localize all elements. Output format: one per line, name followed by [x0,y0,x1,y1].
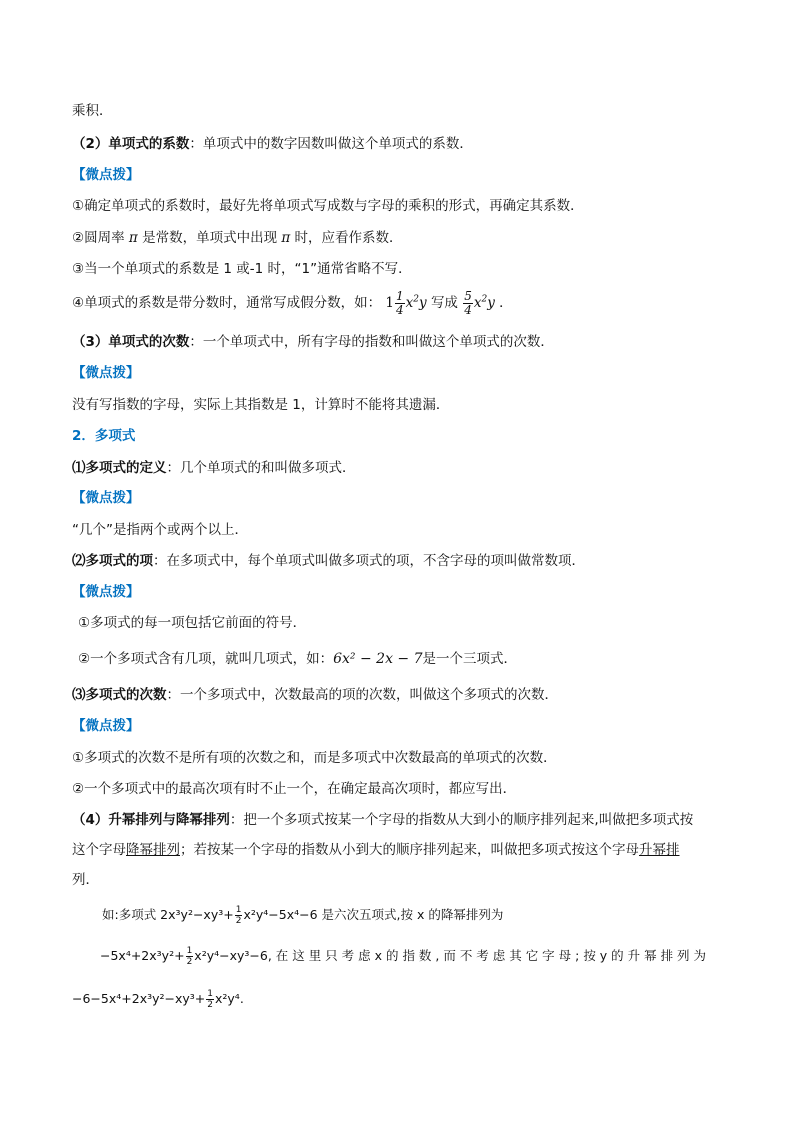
underlined-term: 降幂排列 [126,842,180,858]
example-line [72,986,244,1012]
text: ． [499,295,513,311]
text: ：几个单项式的和叫做多项式． [166,460,356,476]
tip-heading: 【微点拨】 [72,167,140,183]
numerator: 1 [396,289,404,303]
text-line [72,134,473,154]
variable: y [487,295,495,311]
example-line [102,902,503,928]
variable: y [419,295,427,311]
text: ：把一个多项式按某一个字母的指数从大到小的顺序排列起来,叫做把多项式按 [229,812,694,828]
text: 时，应看作系数． [294,230,403,246]
text: ：一个多项式中，次数最高的项的次数，叫做这个多项式的次数． [166,687,558,703]
term-label: ⑶多项式的次数 [72,687,167,703]
pi-symbol: π [128,230,138,246]
whole-part: 1 [385,295,394,311]
denominator: 4 [396,303,404,317]
text: x²y⁴−xy³−6, 在 这 里 只 考 虑 x 的 指 数 , 而 不 考 虑 其 它 字 母 ; 按 y 的 升 幂 排 列 为 [194,948,707,963]
tip-heading: 【微点拨】 [72,490,140,506]
text-line [72,748,557,768]
text-line [72,551,585,571]
text: ④单项式的系数是带分数时，通常写成假分数，如： [72,295,382,311]
section-title: 2．多项式 [72,428,136,444]
text-line [72,520,248,540]
text: 是一个三项式． [422,651,517,667]
fraction [235,905,243,926]
text: “几个”是指两个或两个以上． [72,522,248,538]
tip-heading: 【微点拨】 [72,718,140,734]
text: ②一个多项式含有几项，就叫几项式，如： [78,651,334,667]
variable: x [473,295,482,311]
term-label: ⑴多项式的定义 [72,460,167,476]
text: ①多项式的次数不是所有项的次数之和，而是多项式中次数最高的单项式的次数． [72,750,557,766]
tip-heading: 【微点拨】 [72,365,140,381]
text: ③当一个单项式的系数是 1 或-1 时，“1”通常省略不写． [72,261,412,277]
text: 是常数，单项式中出现 [142,230,278,246]
section-heading [72,426,135,446]
variable: x [405,295,414,311]
text: x²y⁴−5x⁴−6 是六次五项式,按 x 的降幂排列为 [243,907,504,922]
exponent: 2 [481,294,488,305]
text-line [72,810,693,830]
example-line [100,943,706,969]
text-line [72,196,584,216]
text: 列． [72,872,99,888]
polynomial-expression: 6x² − 2x − 7 [333,651,423,667]
underlined-term: 升幂排 [639,842,680,858]
text-line [72,685,558,705]
text: −6−5x⁴+2x³y²−xy³+ [72,991,206,1006]
exponent: 2 [413,294,419,305]
text-line [72,395,449,415]
text-line [72,458,356,478]
text-line [72,288,513,318]
text: 写成 [430,295,458,311]
text: 这个字母 [72,842,126,858]
denominator: 4 [464,303,472,317]
text-line [78,613,306,633]
fraction [186,946,194,967]
text: ②一个多项式中的最高次项有时不止一个，在确定最高次项时，都应写出． [72,781,517,797]
text-line [72,228,403,248]
text: 没有写指数的字母，实际上其指数是 1，计算时不能将其遗漏． [72,397,450,413]
text: x²y⁴. [215,991,244,1006]
fraction [206,989,214,1010]
fraction [463,290,473,317]
numerator: 1 [207,989,213,999]
mixed-number [385,289,427,317]
text: 如:多项式 2x³y²−xy³+ [102,907,234,922]
denominator: 2 [235,916,242,926]
text-line [72,332,554,352]
tip-heading: 【微点拨】 [72,584,140,600]
numerator: 1 [186,946,193,956]
text: ：单项式中的数字因数叫做这个单项式的系数． [189,136,473,152]
term-label: （2）单项式的系数 [72,136,190,152]
text-line [72,779,516,799]
text-line [78,649,517,669]
text-line [72,840,680,860]
term-label: （4）升幂排列与降幂排列 [72,812,230,828]
fraction [395,290,405,317]
text-line [72,101,113,121]
text: ①多项式的每一项包括它前面的符号． [78,615,307,631]
text: ：在多项式中，每个单项式叫做多项式的项，不含字母的项叫做常数项． [153,553,585,569]
term-label: （3）单项式的次数 [72,334,190,350]
text: ：一个单项式中，所有字母的指数和叫做这个单项式的次数． [189,334,554,350]
text: ；若按某一个字母的指数从小到大的顺序排列起来，叫做把多项式按这个字母 [180,842,639,858]
text: 乘积． [72,103,113,119]
improper-fraction [462,289,495,317]
text: ②圆周率 [72,230,125,246]
term-label: ⑵多项式的项 [72,553,153,569]
text: −5x⁴+2x³y²+ [100,948,185,963]
numerator: 1 [235,905,242,915]
text-line [72,870,99,890]
denominator: 2 [186,957,193,967]
text: ①确定单项式的系数时，最好先将单项式写成数与字母的乘积的形式，再确定其系数． [72,198,584,214]
numerator: 5 [464,289,472,303]
text-line [72,259,412,279]
pi-symbol: π [281,230,291,246]
denominator: 2 [207,1000,213,1010]
